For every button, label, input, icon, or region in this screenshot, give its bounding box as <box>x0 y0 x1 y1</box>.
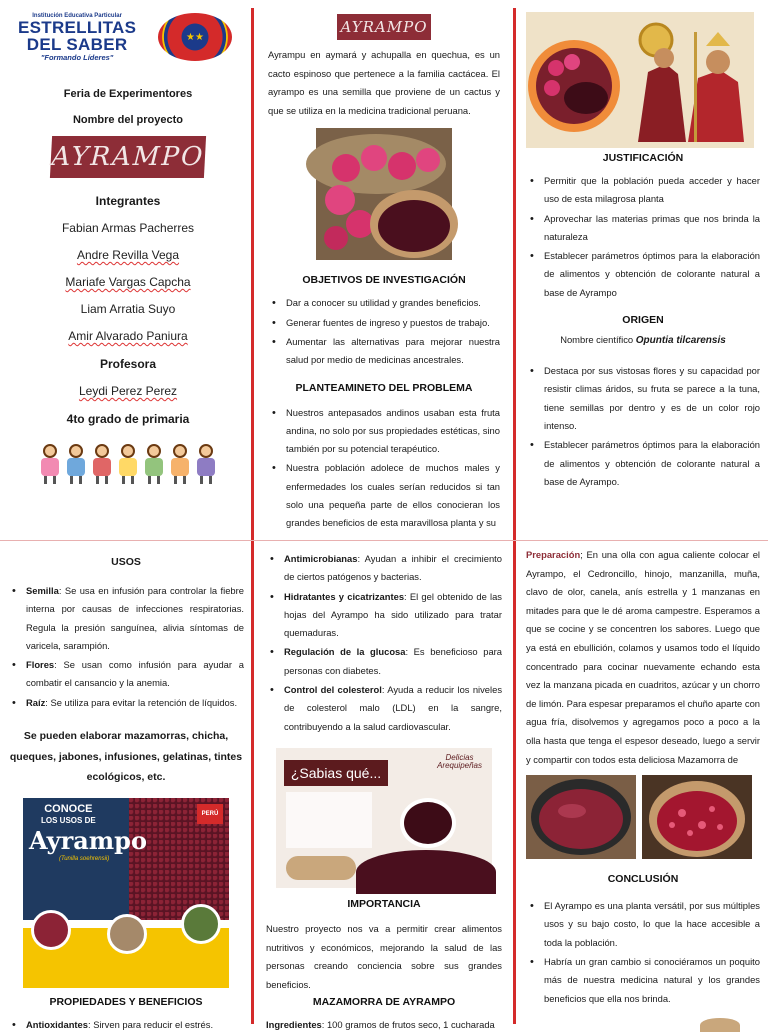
poster-headline <box>41 804 96 826</box>
list-item: • Generar fuentes de ingreso y puestos de trabajo. <box>268 314 500 332</box>
teacher-heading: Profesora <box>99 357 157 371</box>
usos-title: USOS <box>111 556 141 568</box>
bottom-decoration-image <box>700 1018 740 1032</box>
use-term: Flores <box>26 659 55 671</box>
use-text: : Se usan como infusión para ayudar a combatir el cansancio y la anemia. <box>26 659 244 689</box>
child-figure <box>65 444 87 484</box>
usos-panel <box>8 550 244 1030</box>
school-logo <box>12 8 238 66</box>
sabias-card <box>276 748 492 888</box>
grade-label: 4to grado de primaria <box>66 412 190 426</box>
use-text: : Se utiliza para evitar la retención de líquidos. <box>45 696 238 708</box>
inca-figures-illustration <box>526 12 754 148</box>
cover-panel <box>12 8 244 538</box>
school-slogan: "Formando Líderes" <box>40 52 114 62</box>
benefit-text: : Ayuda a reducir los niveles de colesterol malo (LDL) en la sangre, contribuyendo a la salud cardiovascular. <box>284 684 503 732</box>
ingredients-value: : 100 gramos de frutos seco, 1 cucharada <box>321 1019 495 1031</box>
list-item <box>8 1016 244 1034</box>
poster-photo-landscape <box>107 914 147 954</box>
preparacion-text <box>526 546 760 769</box>
preparacion-label: Preparación <box>526 549 581 560</box>
benefit-text: : Sirven para reducir el estrés. <box>88 1018 214 1030</box>
justificacion-title: JUSTIFICACIÓN <box>602 152 684 164</box>
poster-name: Ayrampo <box>29 825 147 855</box>
pot-photo <box>526 775 636 859</box>
list-item: • Nuestros antepasados andinos usaban esta fruta andina, no solo por sus propiedades estéticas, sino también por su potencial terapéutico. <box>268 404 500 459</box>
seed-pile-image <box>356 850 496 894</box>
teacher-name: Leydi Perez Perez <box>78 384 178 398</box>
benefits-panel <box>266 550 503 1031</box>
justificacion-list <box>526 172 760 302</box>
pot-illustration <box>526 775 636 859</box>
benefit-term: Antimicrobianas <box>284 553 358 564</box>
member-name: Liam Arratia Suyo <box>80 302 176 316</box>
ingredients-text <box>266 1016 502 1035</box>
objetivos-list <box>268 294 500 369</box>
conclusion-list <box>526 897 760 1008</box>
poster-conoce: CONOCE <box>44 802 93 815</box>
list-item: • Permitir que la población pueda acceder y hacer uso de esta milagrosa planta <box>526 172 760 209</box>
intro-title: AYRAMPO <box>337 14 431 40</box>
list-item: • Establecer parámetros óptimos para la elaboración de alimentos y obtención de colorante natural a base de Ayrampo <box>526 247 760 302</box>
school-top-label: Institución Educativa Particular <box>32 12 122 19</box>
conclusion-title: CONCLUSIÓN <box>607 873 679 886</box>
member-name: Fabian Armas Pacherres <box>61 221 195 235</box>
divider-vertical-right <box>513 8 516 1024</box>
school-emblem-icon: ★★ <box>158 13 232 61</box>
list-item <box>266 681 502 736</box>
benefit-term: Hidratantes y cicatrizantes <box>284 590 405 602</box>
school-name-line1: ESTRELLITAS <box>18 17 137 37</box>
intro-panel <box>268 14 500 538</box>
sabias-brand-line2: Arequipeñas <box>437 760 482 770</box>
list-item: • Aumentar las alternativas para mejorar nuestra salud por medio de medicinas ancestrales. <box>268 333 500 370</box>
list-item <box>266 643 502 680</box>
member-name: Andre Revilla Vega <box>76 248 180 262</box>
list-item: • El Ayrampo es una planta versátil, por sus múltiples usos y su bajo costo, lo que la hace accesible a toda la población. <box>526 897 760 952</box>
mazamorra-title: MAZAMORRA DE AYRAMPO <box>312 996 456 1009</box>
sabias-brand-line1: Delicias <box>445 752 474 762</box>
mazamorra-illustration <box>642 775 752 859</box>
list-item: • Establecer parámetros óptimos para la elaboración de alimentos y obtención de colorante natural a base de Ayrampo. <box>526 436 760 491</box>
peru-badge: PERÚ <box>197 804 223 824</box>
child-figure <box>39 444 61 484</box>
children-illustration <box>12 444 244 484</box>
child-figure <box>169 444 191 484</box>
scientific-name-label: Nombre científico <box>560 334 634 346</box>
divider-vertical-left <box>251 8 254 1024</box>
origen-list <box>526 362 760 491</box>
child-figure <box>143 444 165 484</box>
list-item: • Habría un gran cambio si conociéramos un poquito más de nuestra medicina natural y los grandes beneficios que ella nos brinda. <box>526 953 760 1008</box>
benefit-term: Antioxidantes <box>26 1018 88 1030</box>
problema-title: PLANTEAMINETO DEL PROBLEMA <box>295 381 473 394</box>
project-name-banner: AYRAMPO <box>50 136 206 178</box>
scientific-name-line <box>526 334 760 346</box>
benefit-text: : El gel obtenido de las hojas del Ayrampo ha sido utilizado para tratar quemaduras. <box>284 590 502 639</box>
preparacion-body: ; En una olla con agua caliente colocar el Ayrampo, el Cedroncillo, hinojo, manzanilla, muña, clavo de olor, canela, anís estrella y 1 manzanas en mitades para que le dé aroma campestre. Esperamos a que se cocine y se concentren los sabores. Luego que ya está en ebullición, colamos y usamos todo el líquido concentrado para cocinar nuevamente echando esta vez la manzana picada en cuadritos, azúcar y un chorro de limón. Para espesar preparamos el chuño aparte con agua fría, disolvemos y agregamos poco a poco a la olla hasta que tenga el espesor deseado, luego a servir y compartir con todos esta deliciosa Mazamorra de <box>526 549 760 765</box>
seed-bowl-image <box>400 798 456 848</box>
sabias-brand <box>437 754 482 770</box>
sabias-text-box <box>286 792 372 848</box>
importancia-title: IMPORTANCIA <box>347 897 421 910</box>
dessert-photos <box>526 775 760 859</box>
propiedades-title: PROPIEDADES Y BENEFICIOS <box>49 995 203 1008</box>
benefit-term: Control del colesterol <box>284 684 382 696</box>
list-item <box>266 550 502 587</box>
fruit-basket-illustration <box>316 128 452 260</box>
divider-horizontal <box>0 540 768 541</box>
benefit-text: : Ayudan a inhibir el crecimiento de ciertos patógenos y bacterias. <box>284 553 502 583</box>
list-item: • Destaca por sus vistosas flores y su capacidad por resistir climas áridos, su fruta se parece a la tuna, tiene semillas por dentro y es de un color rojo intenso. <box>526 362 760 435</box>
list-item: • Dar a conocer su utilidad y grandes beneficios. <box>268 294 500 312</box>
propiedades-list-start <box>8 1016 244 1034</box>
project-label: Nombre del proyecto <box>72 114 184 126</box>
origen-title: ORIGEN <box>622 314 664 327</box>
members-heading: Integrantes <box>95 194 161 208</box>
use-term: Raíz <box>26 696 46 708</box>
justification-panel <box>526 12 760 538</box>
mazamorra-photo <box>642 775 752 859</box>
list-item <box>8 582 244 655</box>
child-figure <box>117 444 139 484</box>
use-text: : Se usa en infusión para controlar la fiebre interna por causas de infecciones respiratorias. Regula la presión sanguínea, alivia síntomas de varicela, sarampión. <box>26 585 244 651</box>
poster-conoce-sub: LOS USOS DE <box>41 815 96 825</box>
usos-list <box>8 582 244 712</box>
list-item <box>8 694 244 712</box>
problema-list <box>268 404 500 533</box>
inca-illustration <box>526 12 754 148</box>
scientific-name: Opuntia tilcarensis <box>635 335 726 347</box>
use-term: Semilla <box>26 585 59 596</box>
poster-sci: (Tunilla soehrensii) <box>59 855 110 862</box>
member-name: Mariafe Vargas Capcha <box>65 275 191 289</box>
ingredients-label: Ingredientes <box>266 1019 322 1031</box>
list-item <box>8 656 244 693</box>
intro-text: Ayrampu en aymará y achupalla en quechua, es un cacto espinoso que pertenece a la familia cactácea. El ayrampo es una semilla que proviene de un cactus y que se utiliza en la medicina tradicional peruana. <box>268 49 500 116</box>
benefit-term: Regulación de la glucosa <box>284 646 406 658</box>
benefit-text: : Es beneficioso para personas con diabetes. <box>284 646 502 676</box>
child-figure <box>91 444 113 484</box>
event-title: Feria de Experimentores <box>63 88 193 100</box>
importancia-text: Nuestro proyecto nos va a permitir crear alimentos nutritivos y económicos, mejorando la salud de las personas creando conciencia sobre sus grandes beneficios. <box>266 922 502 990</box>
products-text: Se pueden elaborar mazamorras, chicha, queques, jabones, infusiones, gelatinas, tintes ecológicos, etc. <box>9 730 243 784</box>
member-name: Amir Alvarado Paniura <box>68 329 188 343</box>
preparation-panel <box>526 546 760 1024</box>
ayrampo-fruit-photo <box>316 128 452 260</box>
list-item: • Aprovechar las materias primas que nos brinda la naturaleza <box>526 210 760 247</box>
child-figure <box>195 444 217 484</box>
sabias-title: ¿Sabias qué... <box>284 760 388 786</box>
list-item <box>266 588 502 643</box>
poster-photo-seeds <box>31 910 71 950</box>
conoce-poster <box>23 798 229 988</box>
poster-photo-cactus <box>181 904 221 944</box>
spoon-image <box>286 856 356 880</box>
propiedades-list <box>266 550 502 736</box>
school-name-line2: DEL SABER <box>26 34 128 54</box>
list-item: • Nuestra población adolece de muchos males y enfermedades los cuales serían reducidos si tan solo una pequeña parte de ellos conocieran los grandes beneficios de esta maravillosa planta y su <box>268 459 500 532</box>
objetivos-title: OBJETIVOS DE INVESTIGACIÓN <box>302 274 466 287</box>
